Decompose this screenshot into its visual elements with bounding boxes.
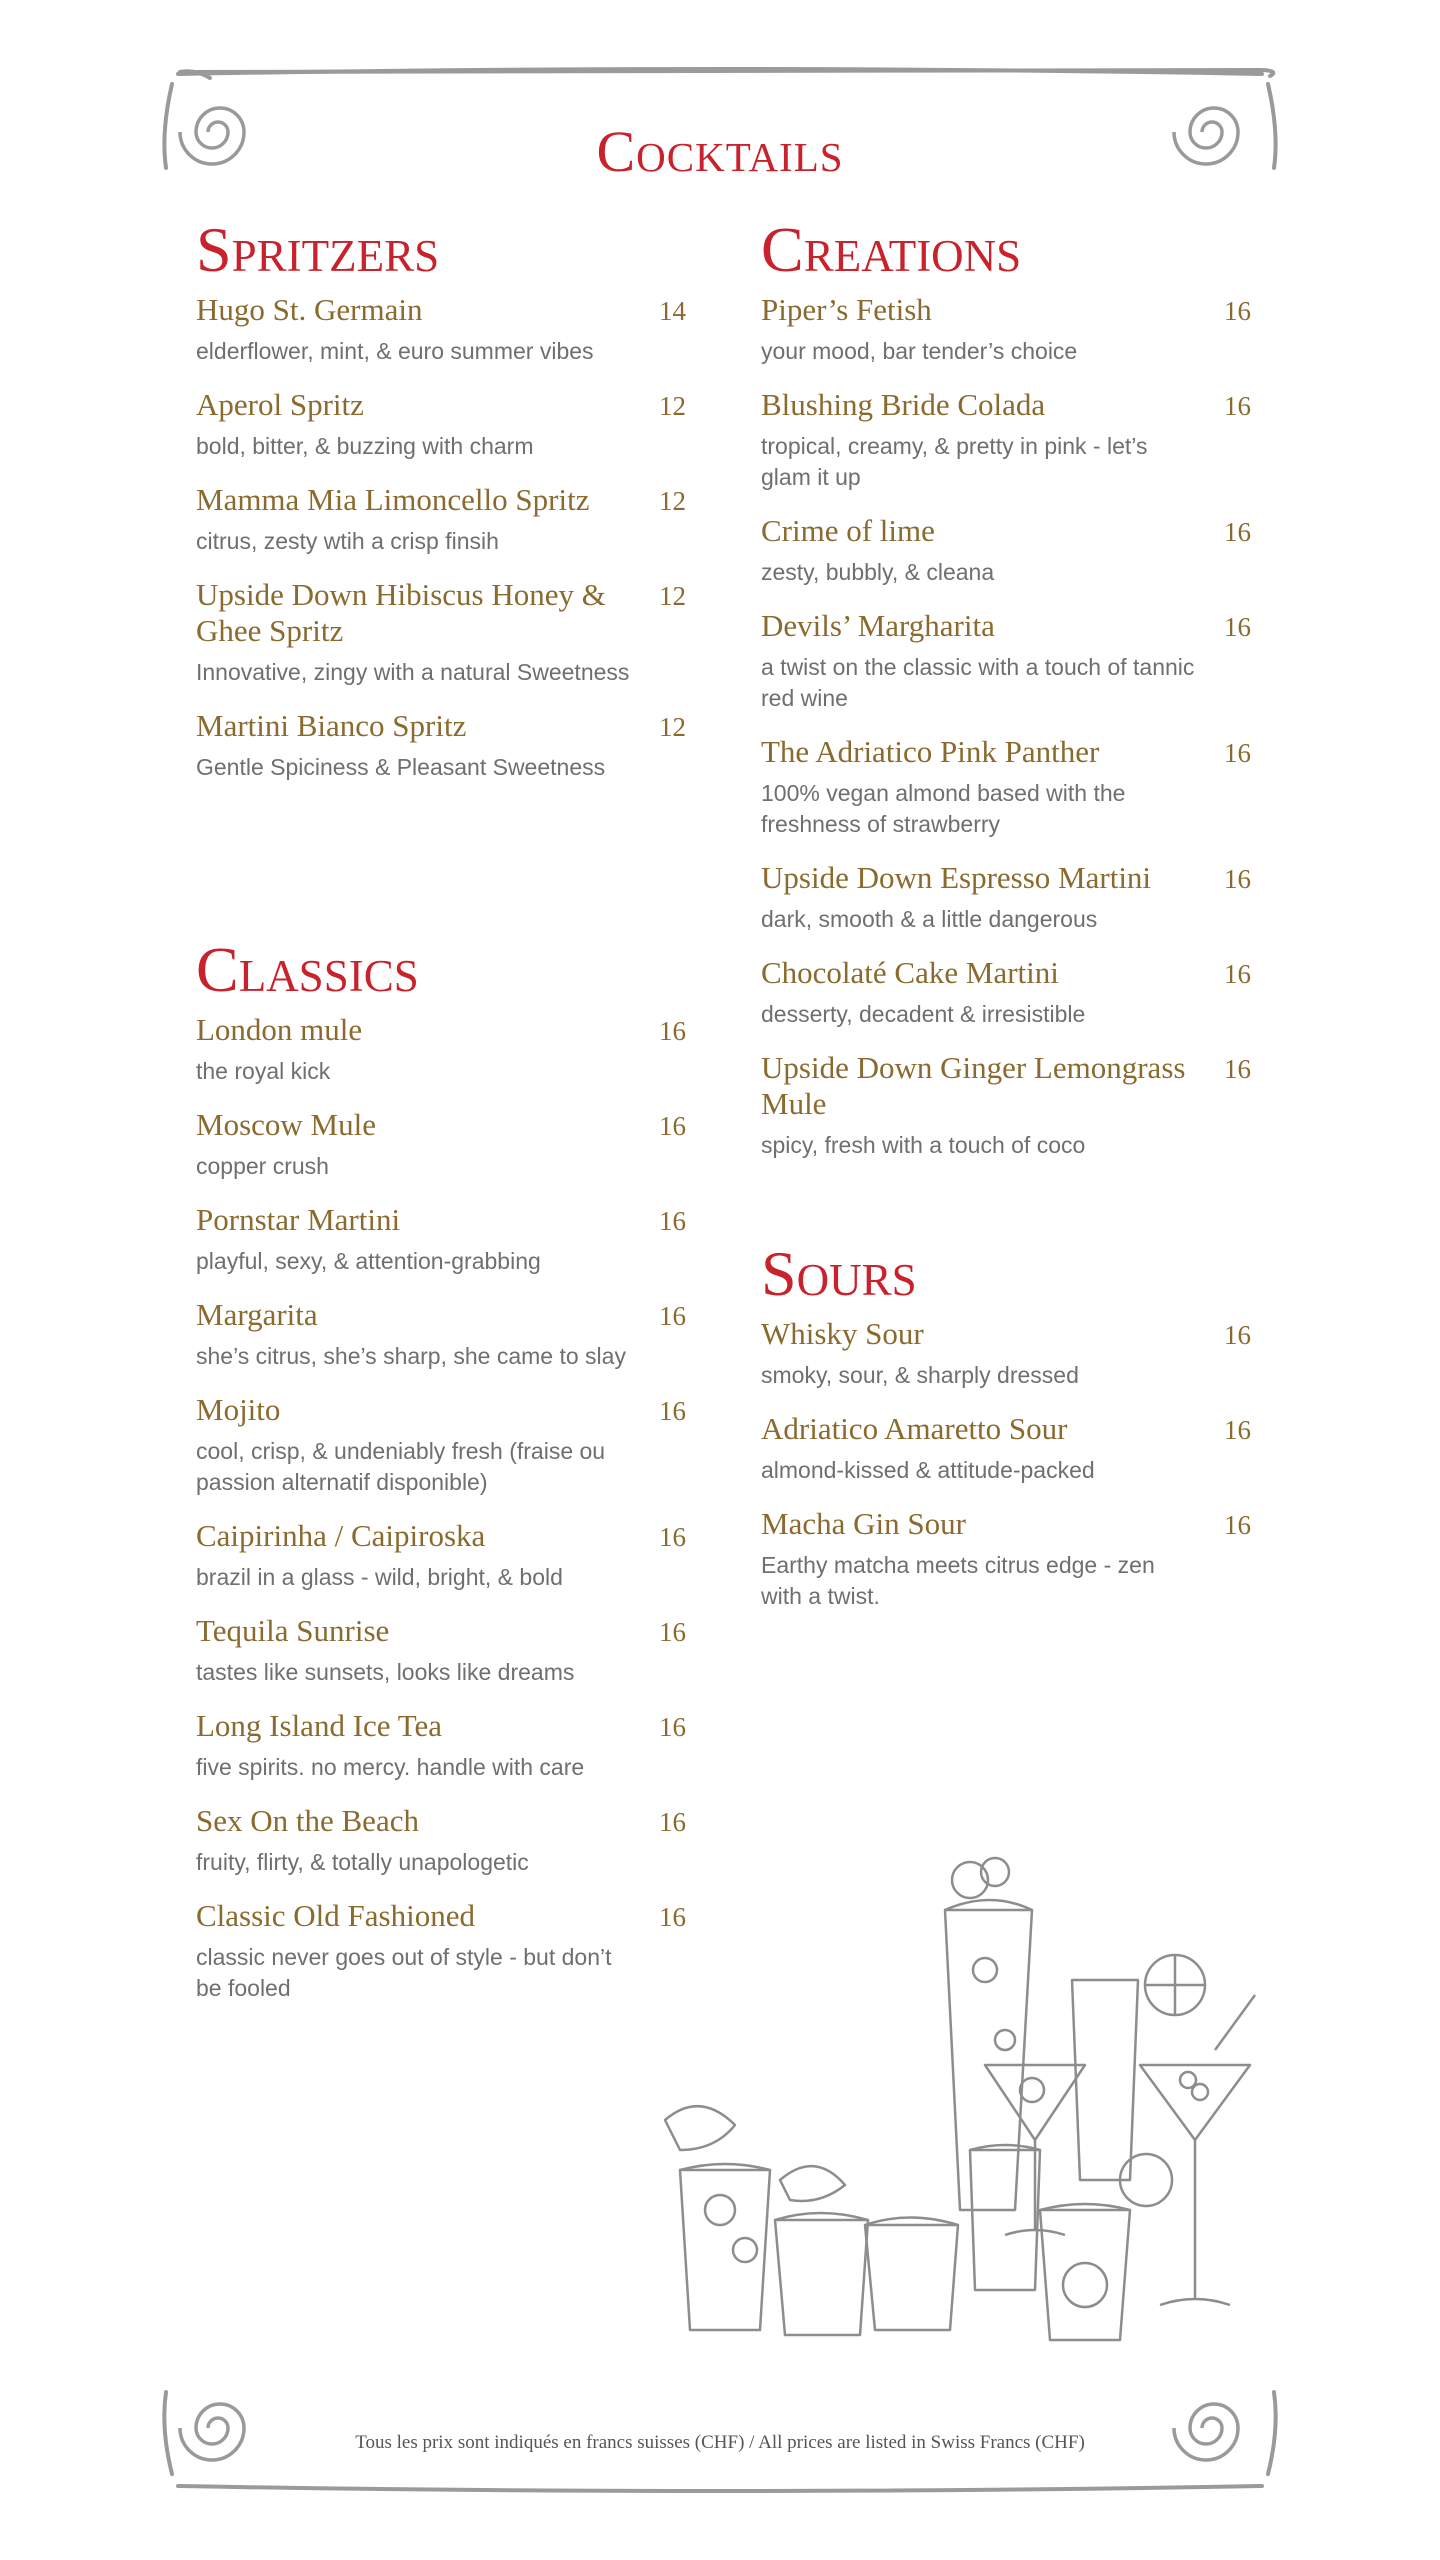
item-name: Moscow Mule <box>196 1107 376 1142</box>
item-price: 16 <box>659 1807 686 1837</box>
item-description: 100% vegan almond based with the freshness of strawberry <box>761 780 1126 837</box>
item-list <box>196 292 686 783</box>
menu-item <box>196 292 686 367</box>
item-description: zesty, bubbly, & cleana <box>761 559 995 585</box>
item-list <box>196 1012 686 2004</box>
menu-item <box>761 513 1251 588</box>
item-name: Martini Bianco Spritz <box>196 708 467 743</box>
menu-item <box>196 1202 686 1277</box>
item-price: 16 <box>1224 738 1251 768</box>
item-description: smoky, sour, & sharply dressed <box>761 1362 1079 1388</box>
menu-item <box>196 1613 686 1688</box>
item-name: Hugo St. Germain <box>196 292 423 327</box>
menu-item <box>761 1316 1251 1391</box>
item-description: your mood, bar tender’s choice <box>761 338 1078 364</box>
item-description: playful, sexy, & attention-grabbing <box>196 1248 541 1274</box>
item-description: elderflower, mint, & euro summer vibes <box>196 338 594 364</box>
item-price: 14 <box>659 296 686 326</box>
menu-item <box>761 1506 1251 1612</box>
menu-item <box>196 1898 686 2004</box>
menu-item <box>196 1392 686 1498</box>
item-price: 12 <box>659 712 686 742</box>
item-description: tropical, creamy, & pretty in pink - let’s glam it up <box>761 433 1148 490</box>
menu-item <box>761 1050 1251 1161</box>
item-description: a twist on the classic with a touch of tannic red wine <box>761 654 1195 711</box>
item-description: cool, crisp, & undeniably fresh (fraise ou passion alternatif disponible) <box>196 1438 606 1495</box>
item-description: Earthy matcha meets citrus edge - zen with a twist. <box>761 1552 1155 1609</box>
item-price: 16 <box>659 1111 686 1141</box>
item-price: 16 <box>659 1396 686 1426</box>
item-name: Margarita <box>196 1297 318 1332</box>
item-description: five spirits. no mercy. handle with care <box>196 1754 585 1780</box>
menu-item <box>761 860 1251 935</box>
menu-item <box>196 482 686 557</box>
item-name: Adriatico Amaretto Sour <box>761 1411 1068 1446</box>
item-name: Chocolaté Cake Martini <box>761 955 1059 990</box>
item-price: 12 <box>659 391 686 421</box>
item-name: Crime of lime <box>761 513 935 548</box>
item-list <box>761 1316 1251 1612</box>
menu-item <box>761 734 1251 840</box>
item-description: Innovative, zingy with a natural Sweetness <box>196 659 630 685</box>
item-price: 16 <box>1224 1415 1251 1445</box>
item-description: she’s citrus, she’s sharp, she came to slay <box>196 1343 626 1369</box>
item-name: Upside Down Espresso Martini <box>761 860 1152 895</box>
menu-item <box>196 1107 686 1182</box>
item-description: desserty, decadent & irresistible <box>761 1001 1086 1027</box>
item-price: 16 <box>659 1522 686 1552</box>
section-title: Classics <box>196 934 419 1005</box>
item-price: 16 <box>1224 391 1251 421</box>
item-price: 16 <box>659 1712 686 1742</box>
menu-item <box>761 387 1251 493</box>
section-spritzers <box>196 214 686 803</box>
section-sours <box>761 1238 1251 1632</box>
item-description: spicy, fresh with a touch of coco <box>761 1132 1086 1158</box>
item-name: Classic Old Fashioned <box>196 1898 475 1933</box>
menu-item <box>196 1708 686 1783</box>
item-name: Tequila Sunrise <box>196 1613 390 1648</box>
item-name: Sex On the Beach <box>196 1803 419 1838</box>
item-price: 16 <box>1224 959 1251 989</box>
item-price: 16 <box>659 1016 686 1046</box>
menu-item <box>196 577 686 688</box>
item-price: 12 <box>659 486 686 516</box>
menu-item <box>196 1297 686 1372</box>
item-price: 16 <box>1224 1054 1251 1084</box>
item-description: citrus, zesty wtih a crisp finsih <box>196 528 499 554</box>
item-name: Upside Down Ginger Lemongrass Mule <box>761 1050 1186 1121</box>
item-list <box>761 292 1251 1161</box>
menu-item <box>761 1411 1251 1486</box>
item-price: 16 <box>1224 517 1251 547</box>
item-price: 16 <box>659 1617 686 1647</box>
section-creations <box>761 214 1251 1181</box>
section-title: Spritzers <box>196 214 440 285</box>
item-name: The Adriatico Pink Panther <box>761 734 1100 769</box>
item-name: Blushing Bride Colada <box>761 387 1046 422</box>
item-description: classic never goes out of style - but don’t be fooled <box>196 1944 612 2001</box>
item-price: 16 <box>1224 296 1251 326</box>
menu-item <box>196 1518 686 1593</box>
item-description: almond-kissed & attitude-packed <box>761 1457 1095 1483</box>
menu-item <box>761 608 1251 714</box>
item-price: 16 <box>659 1301 686 1331</box>
menu-item <box>761 292 1251 367</box>
item-description: Gentle Spiciness & Pleasant Sweetness <box>196 754 606 780</box>
section-title: Creations <box>761 214 1022 285</box>
item-description: dark, smooth & a little dangerous <box>761 906 1098 932</box>
item-name: Long Island Ice Tea <box>196 1708 443 1743</box>
item-description: the royal kick <box>196 1058 331 1084</box>
item-price: 16 <box>1224 1510 1251 1540</box>
item-description: brazil in a glass - wild, bright, & bold <box>196 1564 563 1590</box>
item-name: Piper’s Fetish <box>761 292 932 327</box>
cocktail-glasses-illustration <box>640 1850 1280 2350</box>
menu-item <box>196 387 686 462</box>
menu-item <box>196 1803 686 1878</box>
item-description: copper crush <box>196 1153 329 1179</box>
item-name: Devils’ Margharita <box>761 608 995 643</box>
item-name: Upside Down Hibiscus Honey & Ghee Spritz <box>196 577 606 648</box>
item-name: Aperol Spritz <box>196 387 364 422</box>
item-price: 12 <box>659 581 686 611</box>
section-classics <box>196 934 686 2024</box>
item-name: Caipirinha / Caipiroska <box>196 1518 486 1553</box>
section-title: Sours <box>761 1238 917 1309</box>
item-name: Mamma Mia Limoncello Spritz <box>196 482 590 517</box>
menu-title: Cocktails <box>596 119 844 184</box>
item-price: 16 <box>1224 612 1251 642</box>
price-footnote: Tous les prix sont indiqués en francs suisses (CHF) / All prices are listed in Swiss Francs (CHF) <box>355 2432 1085 2453</box>
item-name: Whisky Sour <box>761 1316 924 1351</box>
item-price: 16 <box>659 1206 686 1236</box>
item-price: 16 <box>1224 864 1251 894</box>
item-price: 16 <box>659 1902 686 1932</box>
item-description: tastes like sunsets, looks like dreams <box>196 1659 575 1685</box>
menu-item <box>196 1012 686 1087</box>
item-name: Macha Gin Sour <box>761 1506 966 1541</box>
item-description: fruity, flirty, & totally unapologetic <box>196 1849 529 1875</box>
menu-item <box>196 708 686 783</box>
item-name: Mojito <box>196 1392 281 1427</box>
menu-item <box>761 955 1251 1030</box>
item-name: London mule <box>196 1012 363 1047</box>
item-price: 16 <box>1224 1320 1251 1350</box>
item-description: bold, bitter, & buzzing with charm <box>196 433 534 459</box>
item-name: Pornstar Martini <box>196 1202 401 1237</box>
